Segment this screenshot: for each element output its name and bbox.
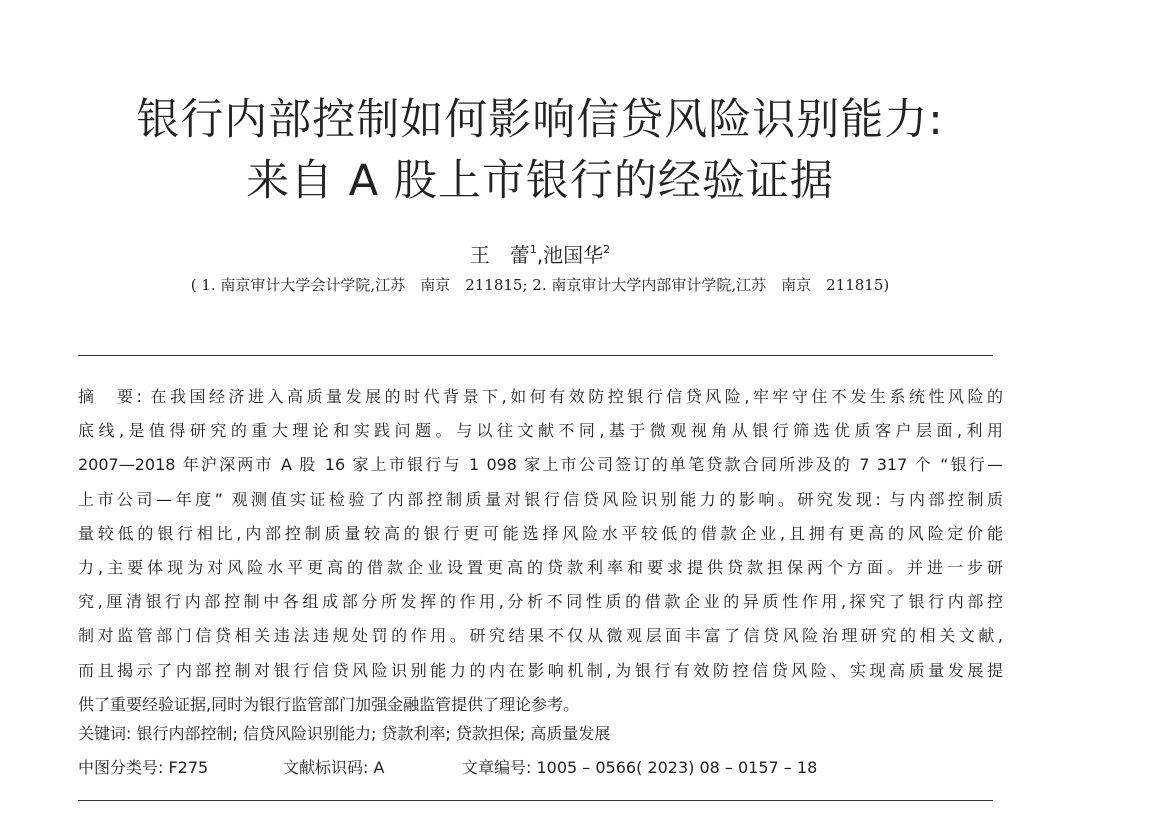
affiliation-line: ( 1. 南京审计大学会计学院,江苏 南京 211815; 2. 南京审计大学内部审计学院,江苏 南京 211815) <box>190 276 890 294</box>
abstract-line: 上市公司—年度” 观测值实证检验了内部控制质量对银行信贷风险识别能力的影响。研究发现: 与内部控制质 <box>78 489 1003 509</box>
author-name: 王 蕾 <box>469 243 530 267</box>
top-divider <box>78 355 993 356</box>
abstract-line: 供了重要经验证据,同时为银行监管部门加强金融监管提供了理论参考。 <box>78 694 580 714</box>
bottom-divider <box>78 800 993 801</box>
article-number: 文章编号: 1005 – 0566( 2023) 08 – 0157 – 18 <box>462 758 818 777</box>
abstract-line: 而且揭示了内部控制对银行信贷风险识别能力的内在影响机制,为银行有效防控信贷风险、实现高质量发展提 <box>78 660 1003 680</box>
author-list <box>0 236 1080 269</box>
abstract-line: 量较低的银行相比,内部控制质量较高的银行更可能选择风险水平较低的借款企业,且拥有更高的风险定价能 <box>78 523 1003 543</box>
abstract-line: 力,主要体现为对风险水平更高的借款企业设置更高的贷款利率和要求提供贷款担保两个方面。并进一步研 <box>78 557 1003 577</box>
paper-title-line-1: 银行内部控制如何影响信贷风险识别能力: <box>136 95 944 145</box>
classification-row <box>78 754 998 784</box>
affiliation-marker: 2 <box>603 243 611 256</box>
abstract-line: 底线,是值得研究的重大理论和实践问题。与以往文献不同,基于微观视角从银行筛选优质客户层面,利用 <box>78 421 1003 441</box>
author-name: 池国华 <box>543 243 604 267</box>
abstract-line: 究,厘清银行内部控制中各组成部分所发挥的作用,分析不同性质的借款企业的异质性作用,探究了银行内部控 <box>78 592 1003 612</box>
abstract-line: 摘 要: 在我国经济进入高质量发展的时代背景下,如何有效防控银行信贷风险,牢牢守住不发生系统性风险的 <box>78 387 1003 406</box>
paper-title-line-2: 来自 A 股上市银行的经验证据 <box>246 156 834 206</box>
author-separator: , <box>536 243 544 267</box>
clc-number: 中图分类号: F275 <box>78 758 209 777</box>
document-code: 文献标识码: A <box>283 758 385 777</box>
abstract-line: 制对监管部门信贷相关违法违规处罚的作用。研究结果不仅从微观层面丰富了信贷风险治理研究的相关文献, <box>78 626 1003 646</box>
keywords-line: 关键词: 银行内部控制; 信贷风险识别能力; 贷款利率; 贷款担保; 高质量发展 <box>78 724 611 743</box>
abstract-line: 2007—2018 年沪深两市 A 股 16 家上市银行与 1 098 家上市公司签订的单笔贷款合同所涉及的 7 317 个 “银行— <box>78 455 1003 475</box>
abstract <box>78 380 1003 722</box>
affiliation-marker: 1 <box>529 243 537 256</box>
